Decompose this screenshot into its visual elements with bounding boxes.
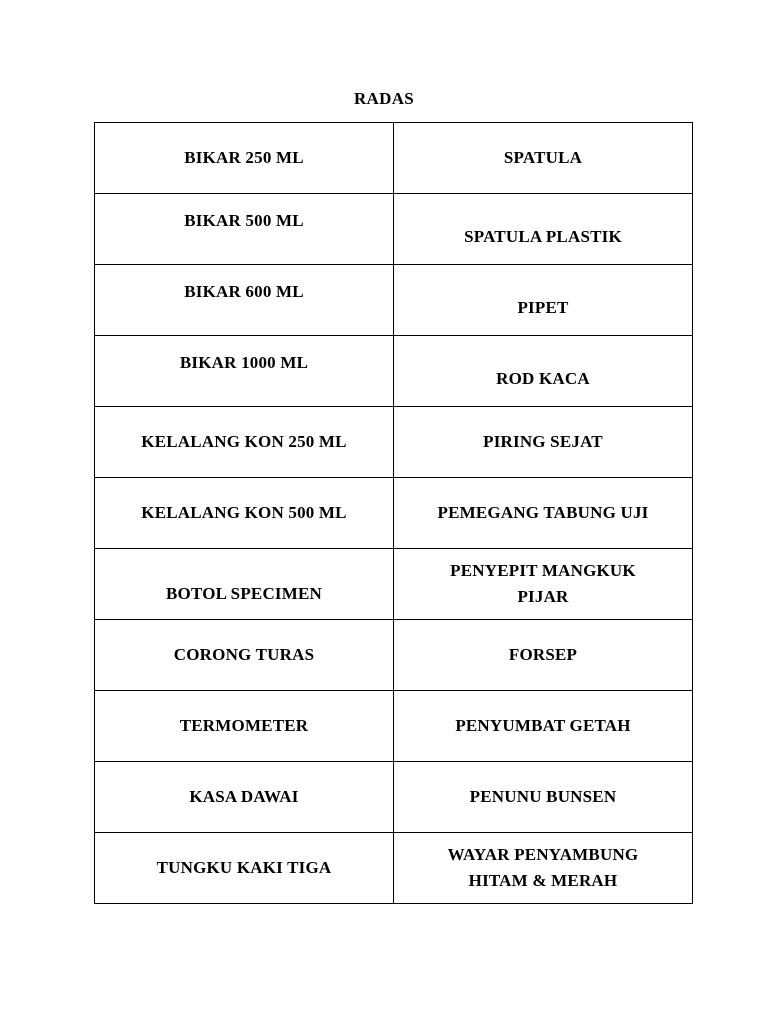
table-cell-right (394, 762, 693, 833)
table-row (95, 265, 693, 336)
cell-text: TERMOMETER (179, 716, 309, 735)
table-row (95, 123, 693, 194)
page-title: RADAS (353, 89, 415, 108)
table-cell-left (95, 620, 394, 691)
cell-text: PENYEPIT MANGKUK PIJAR (450, 561, 636, 606)
cell-text: BOTOL SPECIMEN (166, 584, 322, 603)
cell-text: KELALANG KON 500 ML (141, 503, 347, 522)
cell-text: WAYAR PENYAMBUNG HITAM & MERAH (447, 845, 639, 890)
table-cell-right (394, 691, 693, 762)
table-row (95, 691, 693, 762)
cell-text: BIKAR 500 ML (184, 211, 304, 230)
table-row (95, 194, 693, 265)
table-cell-right (394, 478, 693, 549)
table-cell-right (394, 123, 693, 194)
cell-text: BIKAR 1000 ML (179, 353, 309, 372)
table-cell-left (95, 123, 394, 194)
table-cell-right (394, 194, 693, 265)
cell-text: CORONG TURAS (173, 645, 315, 664)
table-cell-left (95, 478, 394, 549)
cell-text: PENUNU BUNSEN (469, 787, 617, 806)
cell-text: ROD KACA (496, 369, 590, 388)
table-row (95, 620, 693, 691)
table-cell-right (394, 407, 693, 478)
table-row (95, 407, 693, 478)
table-cell-left (95, 194, 394, 265)
table-cell-right (394, 620, 693, 691)
table-row (95, 549, 693, 620)
table-cell-left (95, 265, 394, 336)
cell-text: SPATULA (503, 148, 583, 167)
cell-text: SPATULA PLASTIK (464, 227, 622, 246)
cell-text: BIKAR 250 ML (184, 148, 304, 167)
cell-text: PENYUMBAT GETAH (455, 716, 631, 735)
table-row (95, 336, 693, 407)
cell-text: PIRING SEJAT (483, 432, 603, 451)
table-cell-right (394, 336, 693, 407)
table-cell-right (394, 833, 693, 904)
apparatus-table (94, 122, 693, 904)
cell-text: PIPET (517, 298, 569, 317)
cell-text: TUNGKU KAKI TIGA (156, 858, 332, 877)
cell-text: PEMEGANG TABUNG UJI (437, 503, 649, 522)
table-cell-left (95, 549, 394, 620)
cell-text: KELALANG KON 250 ML (141, 432, 347, 451)
table-row (95, 833, 693, 904)
table-cell-left (95, 407, 394, 478)
table-cell-left (95, 336, 394, 407)
table-cell-right (394, 549, 693, 620)
cell-text: BIKAR 600 ML (184, 282, 304, 301)
table-cell-left (95, 762, 394, 833)
table-cell-right (394, 265, 693, 336)
cell-text: FORSEP (508, 645, 578, 664)
table-row (95, 762, 693, 833)
table-cell-left (95, 833, 394, 904)
table-row (95, 478, 693, 549)
cell-text: KASA DAWAI (189, 787, 299, 806)
table-cell-left (95, 691, 394, 762)
